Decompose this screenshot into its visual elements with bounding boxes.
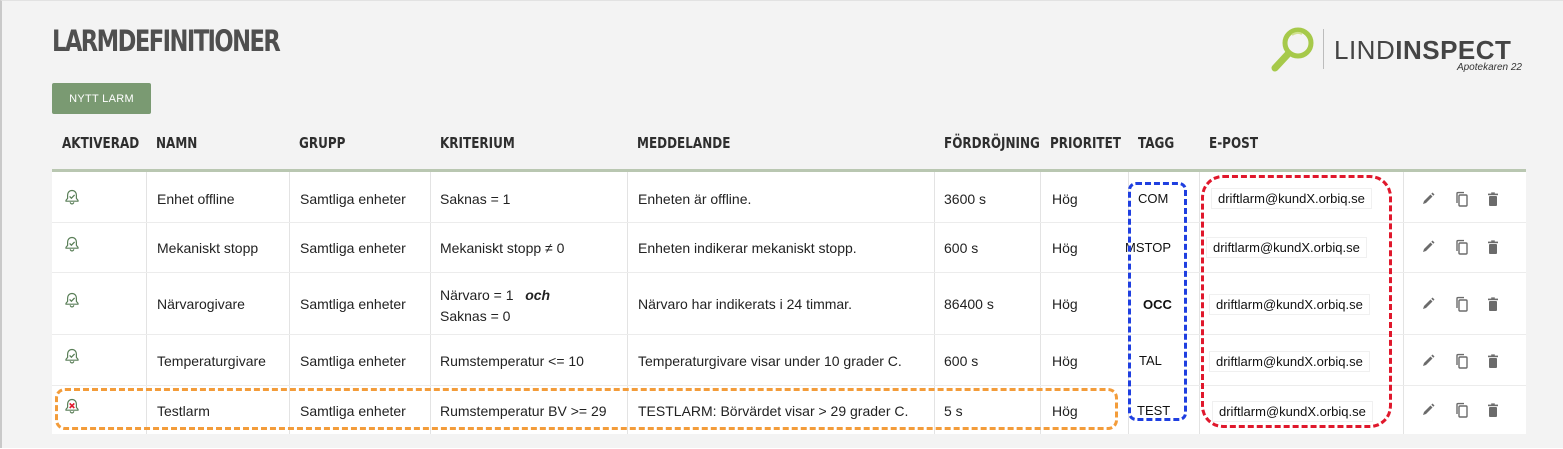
alarm-email: driftlarm@kundX.orbiq.se xyxy=(1213,402,1372,421)
copy-icon[interactable] xyxy=(1454,238,1470,256)
alarm-group: Samtliga enheter xyxy=(300,240,406,256)
alarm-criteria: Saknas = 1 xyxy=(440,191,511,207)
alarm-group: Samtliga enheter xyxy=(300,353,406,369)
pencil-icon[interactable] xyxy=(1420,190,1436,208)
column-header-delay[interactable]: FÖRDRÖJNING xyxy=(944,134,1040,152)
new-alarm-button[interactable]: NYTT LARM xyxy=(52,83,151,114)
alarm-delay: 600 s xyxy=(944,240,979,256)
copy-icon[interactable] xyxy=(1454,401,1470,419)
alarm-priority: Hög xyxy=(1052,191,1078,207)
column-header-email[interactable]: E-POST xyxy=(1209,134,1259,152)
alarm-priority: Hög xyxy=(1052,403,1078,419)
logo-brand: LINDINSPECT xyxy=(1334,35,1512,65)
highlight-email-column xyxy=(1201,175,1392,428)
alarm-message: Närvaro har indikerats i 24 timmar. xyxy=(638,296,852,312)
column-divider xyxy=(1403,172,1404,434)
alarm-message: Temperaturgivare visar under 10 grader C. xyxy=(638,353,902,369)
column-header-message[interactable]: MEDDELANDE xyxy=(637,134,731,152)
alarm-criteria: Rumstemperatur BV >= 29 xyxy=(440,403,607,419)
alarm-group: Samtliga enheter xyxy=(300,296,406,312)
alarm-name: Närvarogivare xyxy=(157,296,245,312)
column-header-criteria[interactable]: KRITERIUM xyxy=(440,134,515,152)
column-header-name[interactable]: NAMN xyxy=(156,134,198,152)
column-divider xyxy=(1199,172,1200,434)
alarm-tag: COM xyxy=(1138,191,1169,206)
column-header-tag[interactable]: TAGG xyxy=(1138,134,1175,152)
alarm-tag: TAL xyxy=(1139,353,1162,368)
copy-icon[interactable] xyxy=(1454,352,1470,370)
alarm-email: driftlarm@kundX.orbiq.se xyxy=(1210,295,1369,314)
trash-icon[interactable] xyxy=(1485,190,1501,208)
column-header-priority[interactable]: PRIORITET xyxy=(1050,134,1121,152)
trash-icon[interactable] xyxy=(1485,401,1501,419)
alarm-name: Temperaturgivare xyxy=(157,353,266,369)
alarm-group: Samtliga enheter xyxy=(300,191,406,207)
alarm-message: Enheten indikerar mekaniskt stopp. xyxy=(638,240,857,256)
alarm-email: driftlarm@kundX.orbiq.se xyxy=(1212,189,1371,208)
alarm-tag: OCC xyxy=(1143,297,1172,312)
page-title: LARMDEFINITIONER xyxy=(52,24,280,58)
logo-separator xyxy=(1323,29,1324,69)
bell-check-icon[interactable] xyxy=(64,189,80,205)
alarm-group: Samtliga enheter xyxy=(300,403,406,419)
alarm-priority: Hög xyxy=(1052,353,1078,369)
alarm-criteria-line2: Saknas = 0 xyxy=(440,308,511,324)
column-header-active[interactable]: AKTIVERAD xyxy=(62,134,140,152)
alarm-delay: 5 s xyxy=(944,403,963,419)
alarm-name: Enhet offline xyxy=(157,191,235,207)
alarm-delay: 86400 s xyxy=(944,296,994,312)
pencil-icon[interactable] xyxy=(1420,295,1436,313)
magnifier-icon xyxy=(1268,23,1318,77)
alarm-message: Enheten är offline. xyxy=(638,191,752,207)
alarm-priority: Hög xyxy=(1052,240,1078,256)
pencil-icon[interactable] xyxy=(1420,401,1436,419)
alarm-tag: TEST xyxy=(1137,403,1171,418)
pencil-icon[interactable] xyxy=(1420,352,1436,370)
alarm-criteria: Närvaro = 1 och xyxy=(440,287,551,303)
alarm-delay: 600 s xyxy=(944,353,979,369)
alarm-name: Mekaniskt stopp xyxy=(157,240,259,256)
bell-check-icon[interactable] xyxy=(64,348,80,364)
highlight-tag-column xyxy=(1128,182,1187,421)
logo-location: Apotekaren 22 xyxy=(1456,62,1522,73)
bell-check-icon[interactable] xyxy=(64,236,80,252)
alarm-email: driftlarm@kundX.orbiq.se xyxy=(1210,352,1369,371)
column-header-group[interactable]: GRUPP xyxy=(299,134,346,152)
alarm-priority: Hög xyxy=(1052,296,1078,312)
copy-icon[interactable] xyxy=(1454,190,1470,208)
trash-icon[interactable] xyxy=(1485,295,1501,313)
alarm-delay: 3600 s xyxy=(944,191,987,207)
alarm-tag: MSTOP xyxy=(1125,240,1171,255)
alarm-message: TESTLARM: Börvärdet visar > 29 grader C. xyxy=(638,403,909,419)
company-logo xyxy=(1268,23,1528,77)
alarm-criteria: Mekaniskt stopp ≠ 0 xyxy=(440,240,565,256)
bell-check-icon[interactable] xyxy=(64,292,80,308)
alarm-name: Testlarm xyxy=(157,403,210,419)
trash-icon[interactable] xyxy=(1485,238,1501,256)
trash-icon[interactable] xyxy=(1485,352,1501,370)
copy-icon[interactable] xyxy=(1454,295,1470,313)
alarm-email: driftlarm@kundX.orbiq.se xyxy=(1207,238,1366,257)
highlight-test-row xyxy=(55,388,1118,430)
alarm-criteria: Rumstemperatur <= 10 xyxy=(440,353,584,369)
pencil-icon[interactable] xyxy=(1420,238,1436,256)
